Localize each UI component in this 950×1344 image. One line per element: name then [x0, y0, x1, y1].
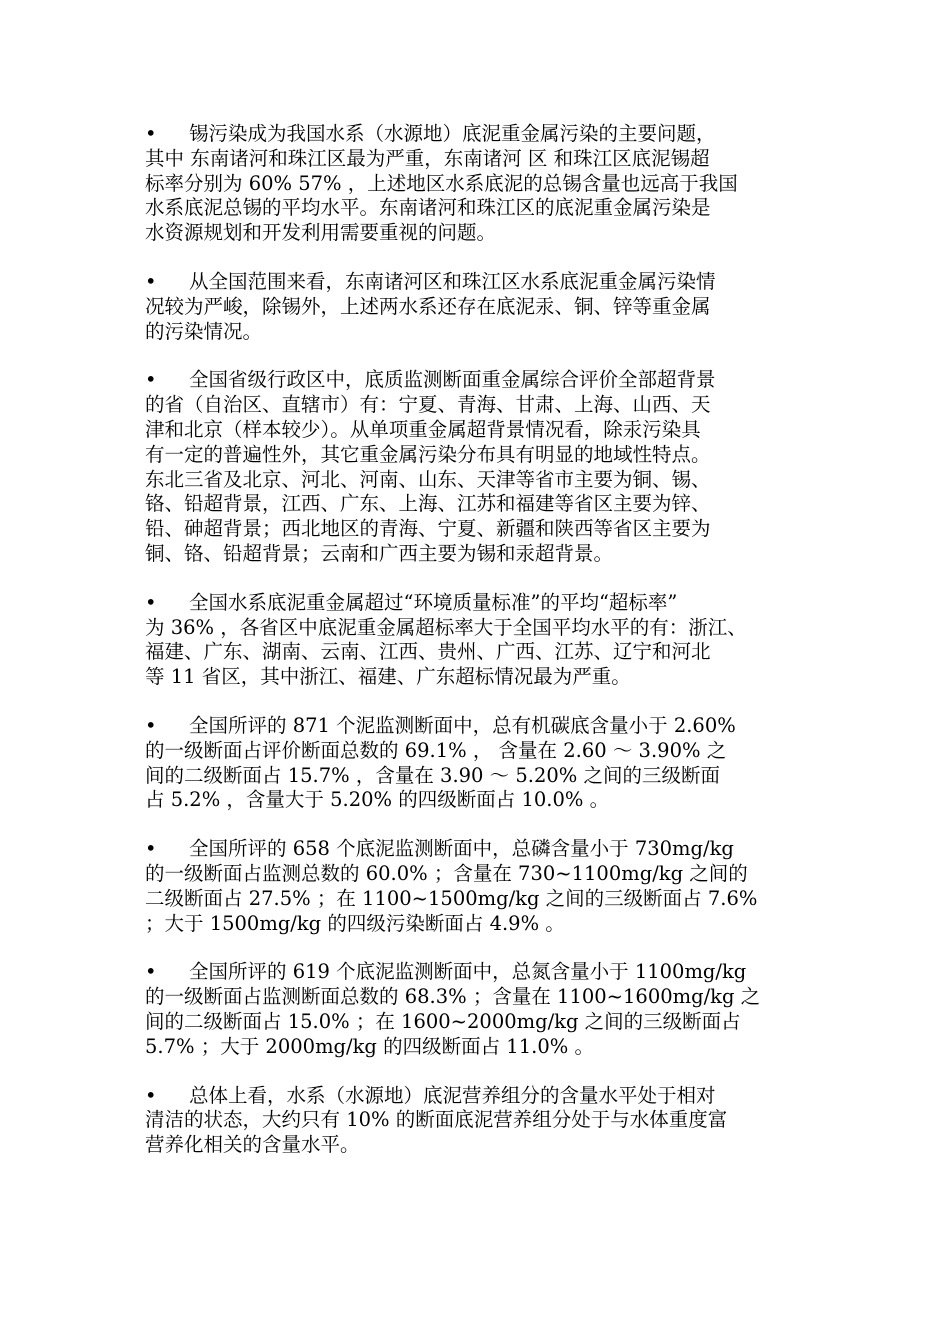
paragraph-total-phosphorus	[145, 837, 817, 936]
paragraph-text: 全国所评的 871 个泥监测断面中，总有机碳底含量小于 2.60% 的一级断面占评价断面总数的 69.1% ， 含量在 2.60 ～ 3.90% 之 间的二级断面占 15.7% ，含量在 3.90 ～ 5.20% 之间的三级断面 占 5.2% ，含量大于 5.20% 的四级断面占 10.0% 。	[145, 713, 736, 812]
paragraph-text: 从全国范围来看，东南诸河区和珠江区水系底泥重金属污染情 况较为严峻，除锡外，上述两水系还存在底泥汞、铜、锌等重金属 的污染情况。	[145, 269, 716, 343]
bullet-icon: •	[145, 1083, 157, 1107]
paragraph-nutrient-summary	[145, 1084, 817, 1158]
paragraph-cadmium-pollution	[145, 122, 817, 246]
paragraph-national-overview	[145, 270, 817, 344]
bullet-icon: •	[145, 960, 157, 984]
paragraph-text: 锡污染成为我国水系（水源地）底泥重金属污染的主要问题， 其中 东南诸河和珠江区最为严重，东南诸河 区 和珠江区底泥锡超 标率分别为 60% 57% ，上述地区水系底泥的总锡含量也远高于我国 水系底泥总锡的平均水平。东南诸河和珠江区的底泥重金属污染是 水资源规划和开发利用需要重视的问题。	[145, 122, 738, 245]
bullet-icon: •	[145, 368, 157, 392]
bullet-icon: •	[145, 590, 157, 614]
paragraph-text: 全国水系底泥重金属超过“环境质量标准”的平均“超标率” 为 36% ，各省区中底泥重金属超标率大于全国平均水平的有：浙江、 福建、广东、湖南、云南、江西、贵州、广西、江苏、辽宁和河北 等 11 省区，其中浙江、福建、广东超标情况最为严重。	[145, 590, 747, 689]
bullet-icon: •	[145, 837, 157, 861]
document-body	[145, 122, 817, 1182]
paragraph-text: 全国省级行政区中，底质监测断面重金属综合评价全部超背景 的省（自治区、直辖市）有：宁夏、青海、甘肃、上海、山西、天 津和北京（样本较少）。从单项重金属超背景情况看，除汞污染具 有一定的普遍性外，其它重金属污染分布具有明显的地域性特点。 东北三省及北京、河北、河南、山东、天津等省市主要为铜、锡、 铬、铅超背景，江西、广东、上海、江苏和福建等省区主要为锌、 铅、砷超背景；西北地区的青海、宁夏、新疆和陕西等省区主要为 铜、铬、铅超背景；云南和广西主要为锡和汞超背景。	[145, 368, 716, 565]
paragraph-provincial-background	[145, 368, 817, 566]
bullet-icon: •	[145, 122, 157, 145]
paragraph-organic-carbon	[145, 714, 817, 813]
paragraph-exceedance-rate	[145, 591, 817, 690]
bullet-icon: •	[145, 713, 157, 737]
paragraph-total-nitrogen	[145, 960, 817, 1059]
bullet-icon: •	[145, 269, 157, 293]
paragraph-text: 总体上看，水系（水源地）底泥营养组分的含量水平处于相对 清洁的状态，大约只有 10% 的断面底泥营养组分处于与水体重度富 营养化相关的含量水平。	[145, 1083, 728, 1157]
paragraph-text: 全国所评的 619 个底泥监测断面中，总氮含量小于 1100mg/kg 的一级断面占监测断面总数的 68.3% ；含量在 1100~1600mg/kg 之 间的二级断面占 15.0% ；在 1600~2000mg/kg 之间的三级断面占 5.7% ；大于 2000mg/kg 的四级断面占 11.0% 。	[145, 960, 761, 1058]
paragraph-text: 全国所评的 658 个底泥监测断面中，总磷含量小于 730mg/kg 的一级断面占监测总数的 60.0% ；含量在 730~1100mg/kg 之间的 二级断面占 27.5% ；在 1100~1500mg/kg 之间的三级断面占 7.6% ；大于 1500mg/kg 的四级污染断面占 4.9% 。	[145, 837, 758, 935]
